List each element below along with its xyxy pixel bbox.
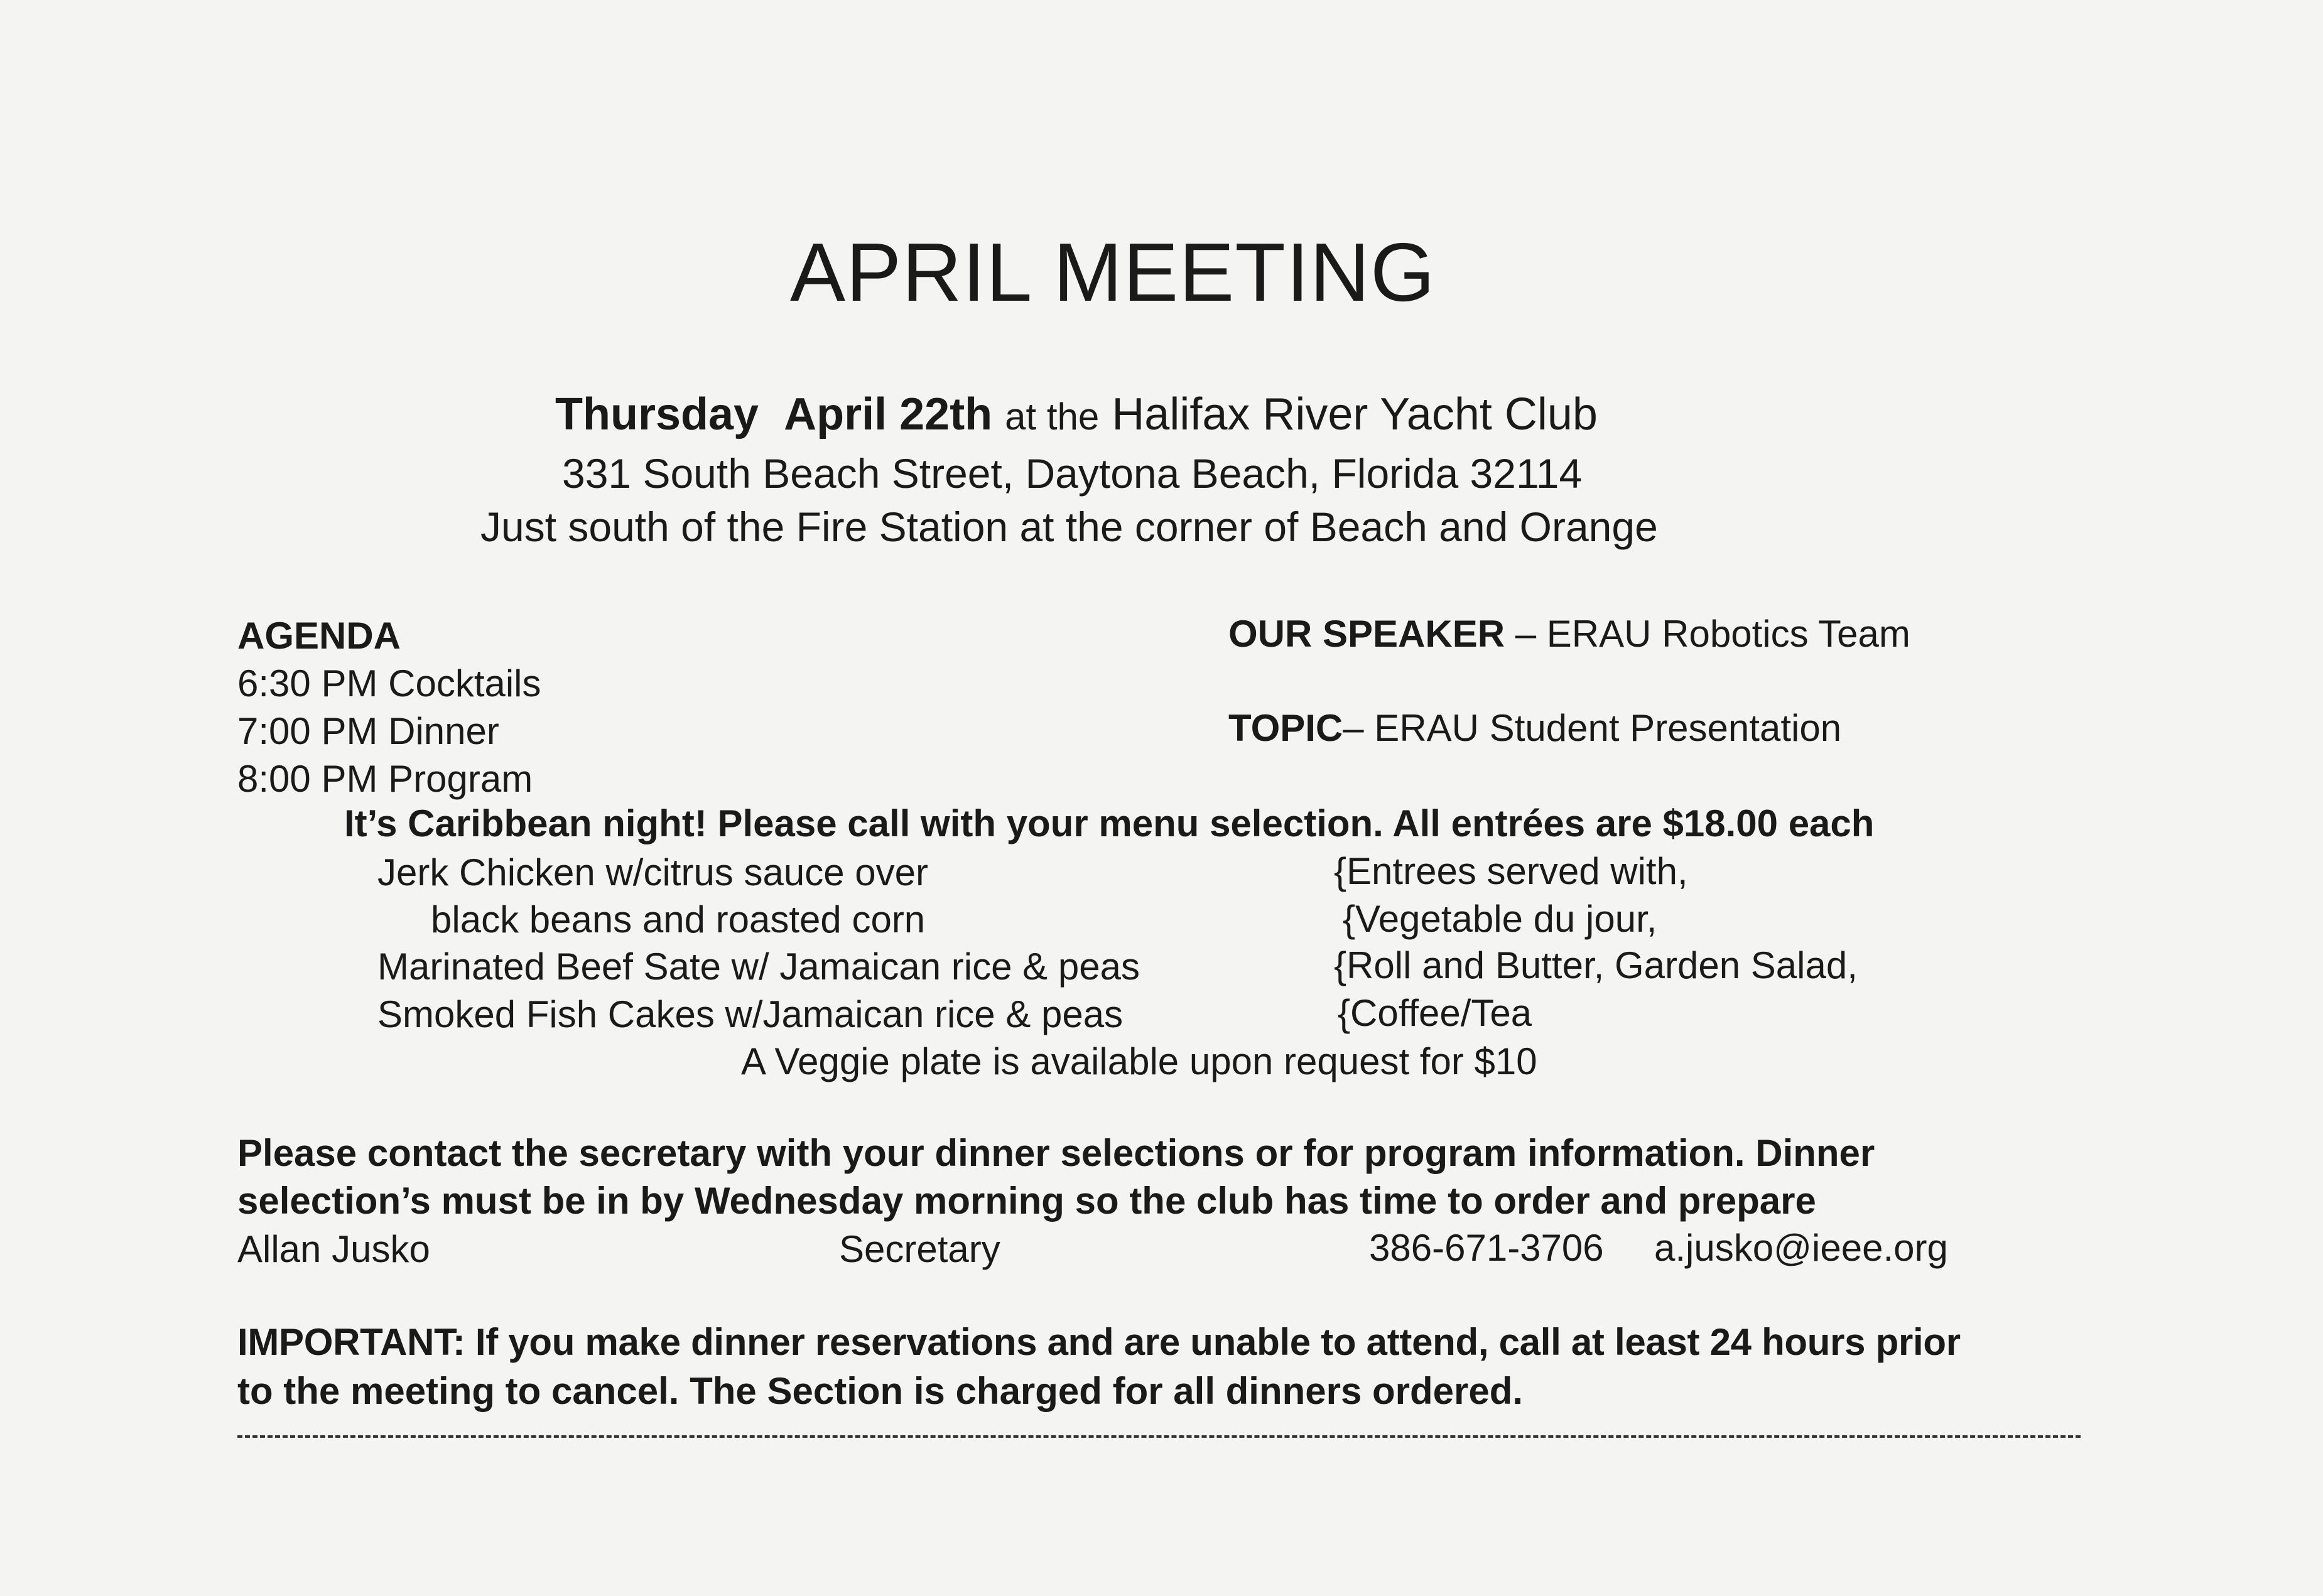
agenda-item: 8:00 PM Program <box>237 758 533 800</box>
cut-line-divider <box>237 1435 2081 1438</box>
contact-line-2: selection’s must be in by Wednesday morning so the club has time to order and prepare <box>237 1180 1816 1222</box>
secretary-email: a.jusko@ieee.org <box>1654 1227 1948 1269</box>
page-title: APRIL MEETING <box>790 226 1436 318</box>
speaker-label: OUR SPEAKER <box>1228 613 1505 655</box>
secretary-role: Secretary <box>839 1228 1000 1270</box>
speaker-line <box>1228 615 1910 653</box>
date-connector: at the <box>1005 396 1100 438</box>
venue-name: Halifax River Yacht Club <box>1112 389 1598 439</box>
side-item: {Entrees served with, <box>1334 850 1688 892</box>
topic-value: – ERAU Student Presentation <box>1343 707 1842 749</box>
side-item: {Roll and Butter, Garden Salad, <box>1334 944 1858 986</box>
speaker-value: – ERAU Robotics Team <box>1505 613 1910 655</box>
veggie-note: A Veggie plate is available upon request for $10 <box>741 1040 1537 1082</box>
agenda-heading: AGENDA <box>237 615 401 657</box>
important-line-2: to the meeting to cancel. The Section is charged for all dinners ordered. <box>237 1370 1524 1412</box>
meeting-day: Thursday <box>555 389 759 439</box>
agenda-item: 7:00 PM Dinner <box>237 710 499 752</box>
side-item: {Vegetable du jour, <box>1343 898 1657 940</box>
agenda-item: 6:30 PM Cocktails <box>237 662 541 704</box>
menu-header: It’s Caribbean night! Please call with your menu selection. All entrées are $18.00 each <box>344 802 1875 844</box>
secretary-phone: 386-671-3706 <box>1369 1227 1604 1269</box>
venue-address: 331 South Beach Street, Daytona Beach, Florida 32114 <box>562 450 1583 497</box>
entree-item: black beans and roasted corn <box>431 898 926 941</box>
topic-line <box>1228 709 1841 747</box>
side-item: {Coffee/Tea <box>1338 992 1532 1034</box>
entree-item: Marinated Beef Sate w/ Jamaican rice & peas <box>377 946 1140 988</box>
important-line-1: IMPORTANT: If you make dinner reservations and are unable to attend, call at least 24 hours prior <box>237 1321 1961 1363</box>
date-venue-line <box>555 389 1598 439</box>
secretary-name: Allan Jusko <box>237 1228 430 1270</box>
venue-directions: Just south of the Fire Station at the corner of Beach and Orange <box>480 504 1658 550</box>
meeting-date: April 22th <box>784 389 993 439</box>
contact-line-1: Please contact the secretary with your dinner selections or for program information. Dinner <box>237 1132 1875 1174</box>
entree-item: Jerk Chicken w/citrus sauce over <box>377 851 928 893</box>
topic-label: TOPIC <box>1228 707 1343 749</box>
entree-item: Smoked Fish Cakes w/Jamaican rice & peas <box>377 993 1124 1035</box>
